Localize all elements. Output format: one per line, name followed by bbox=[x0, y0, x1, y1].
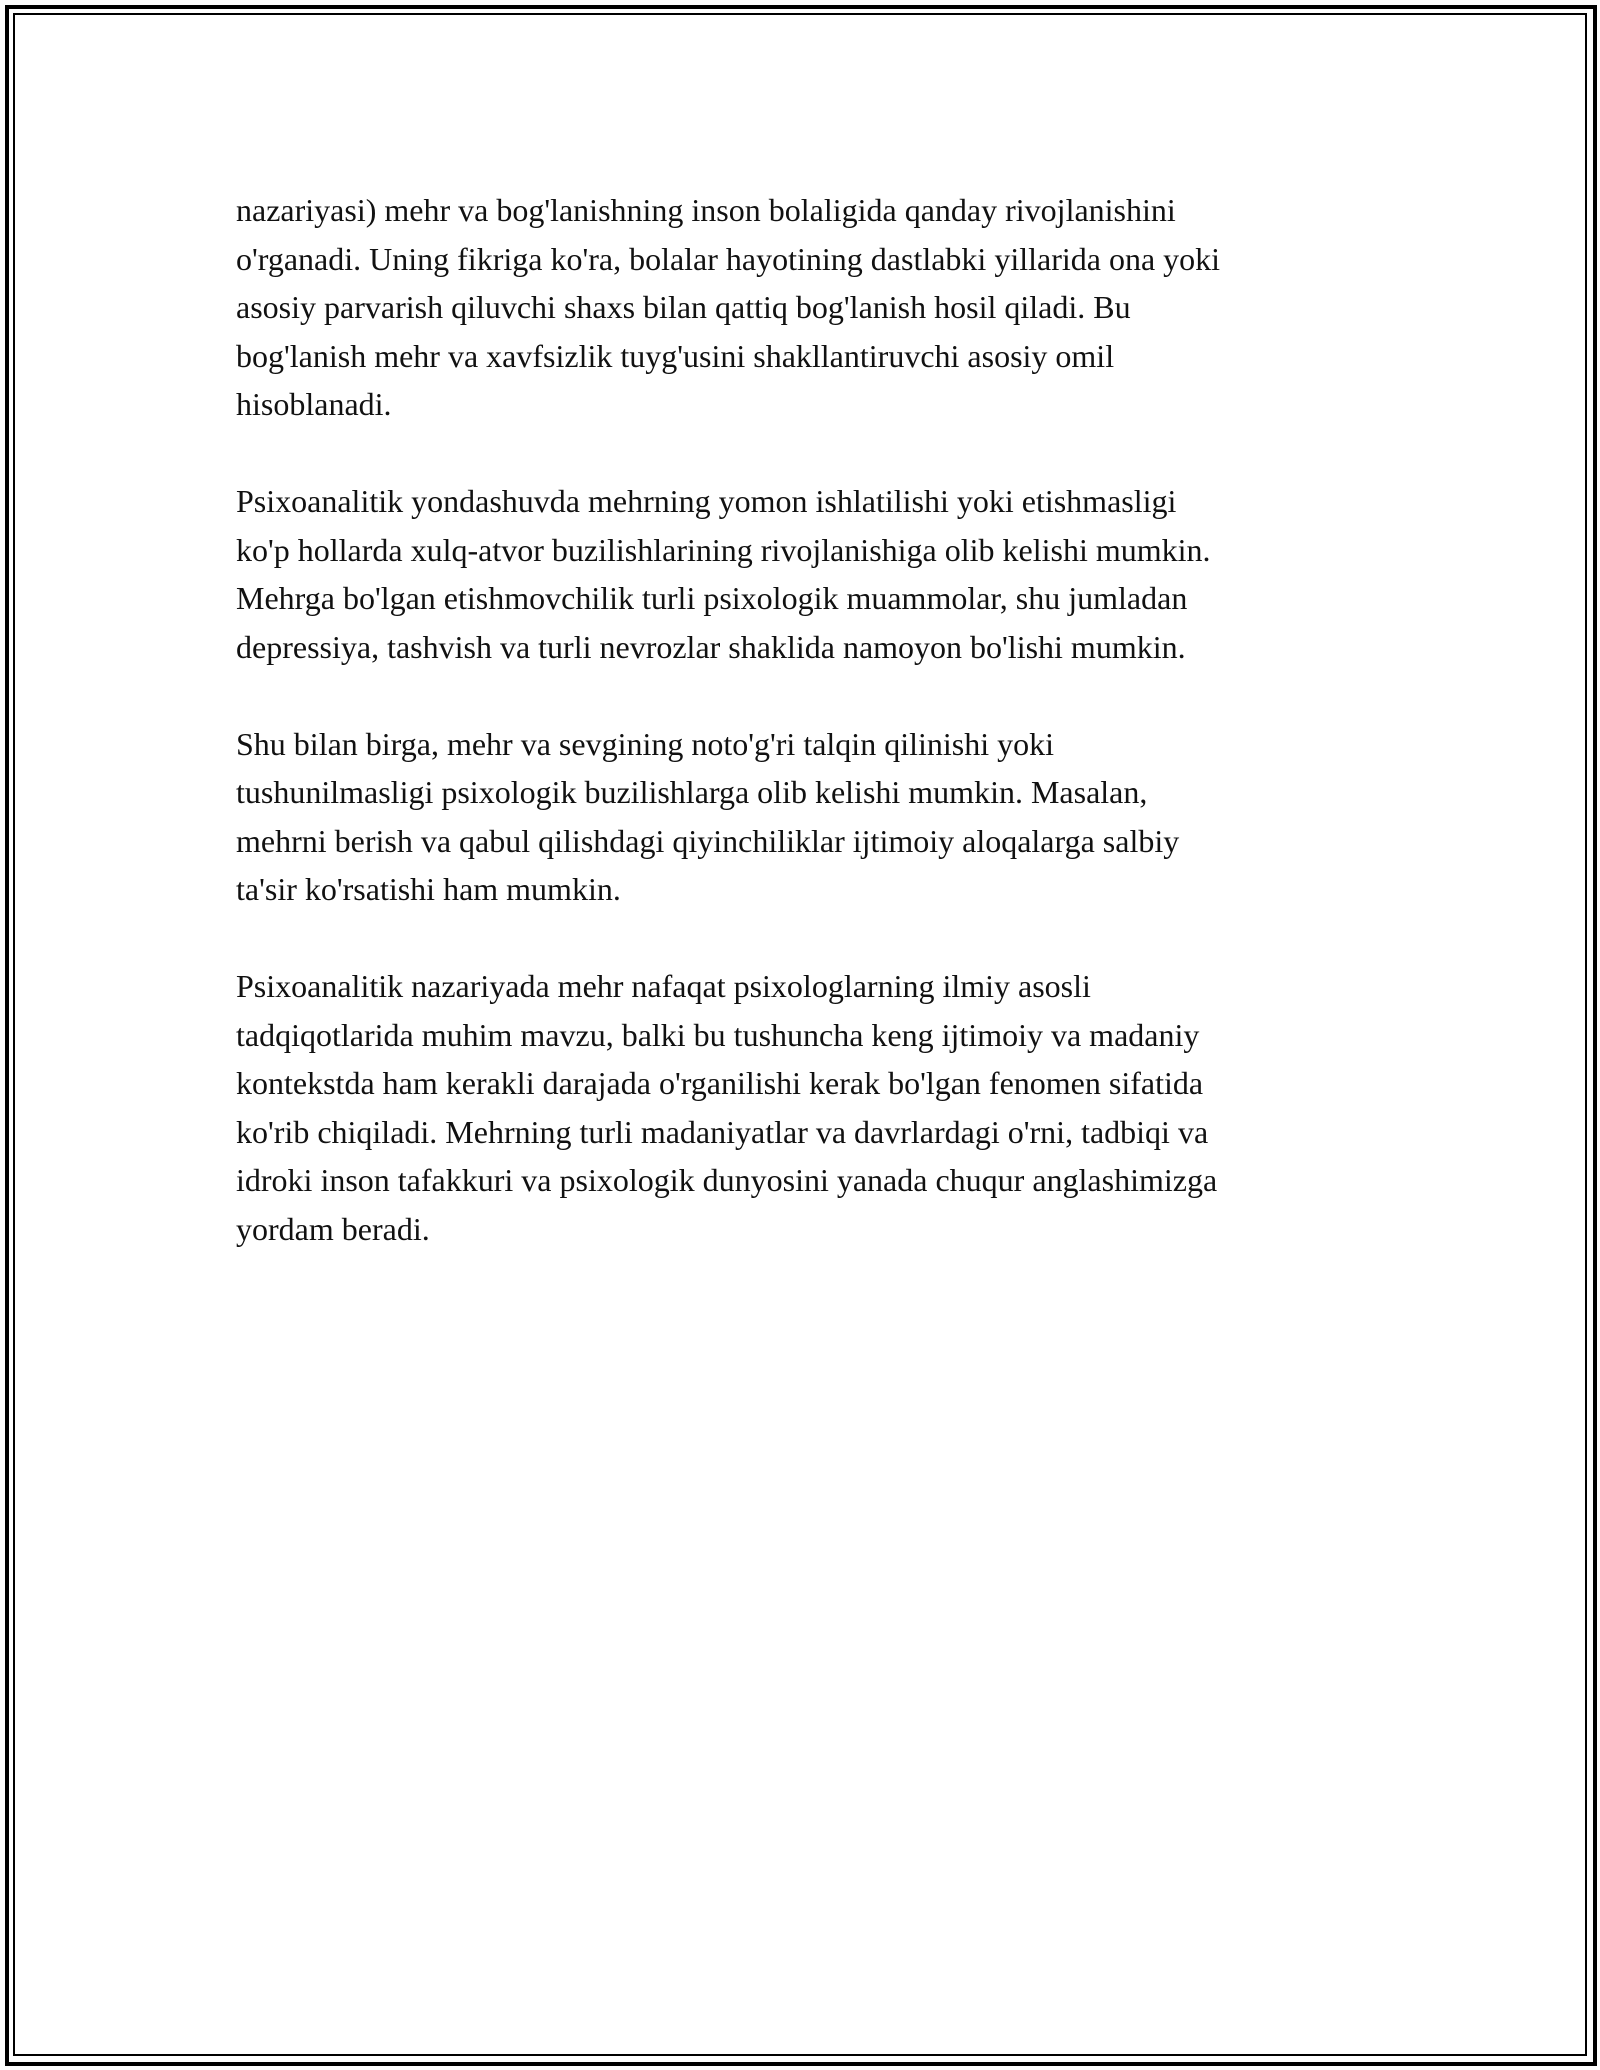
paragraph-3: Shu bilan birga, mehr va sevgining noto'g'ri talqin qilinishi yoki tushunilmasligi psixologik buzilishlarga olib kelishi mumkin. Masalan, mehrni berish va qabul qilishdagi qiyinchiliklar ijtimoiy aloqalarga salbiy ta'sir ko'rsatishi ham mumkin. bbox=[236, 725, 1180, 907]
paragraph-2: Psixoanalitik yondashuvda mehrning yomon ishlatilishi yoki etishmasligi ko'p hollarda xulq-atvor buzilishlarining rivojlanishiga olib kelishi mumkin. Mehrga bo'lgan etishmovchilik turli psixologik muammolar, shu jumladan depressiya, tashvish va turli nevrozlar shaklida namoyon bo'lishi mumkin. bbox=[236, 483, 1211, 665]
document-body bbox=[236, 186, 1386, 1302]
paragraph-1: nazariyasi) mehr va bog'lanishning inson bolaligida qanday rivojlanishini o'rganadi. Uning fikriga ko'ra, bolalar hayotining dastlabki yillarida ona yoki asosiy parvarish qiluvchi shaxs bilan qattiq bog'lanish hosil qiladi. Bu bog'lanish mehr va xavfsizlik tuyg'usini shakllantiruvchi asosiy omil hisoblanadi. bbox=[236, 192, 1221, 422]
paragraph-4: Psixoanalitik nazariyada mehr nafaqat psixologlarning ilmiy asosli tadqiqotlarida muhim mavzu, balki bu tushuncha keng ijtimoiy va madaniy kontekstda ham kerakli darajada o'rganilishi kerak bo'lgan fenomen sifatida ko'rib chiqiladi. Mehrning turli madaniyatlar va davrlardagi o'rni, tadbiqi va idroki inson tafakkuri va psixologik dunyosini yanada chuqur anglashimizga yordam beradi. bbox=[236, 968, 1218, 1247]
